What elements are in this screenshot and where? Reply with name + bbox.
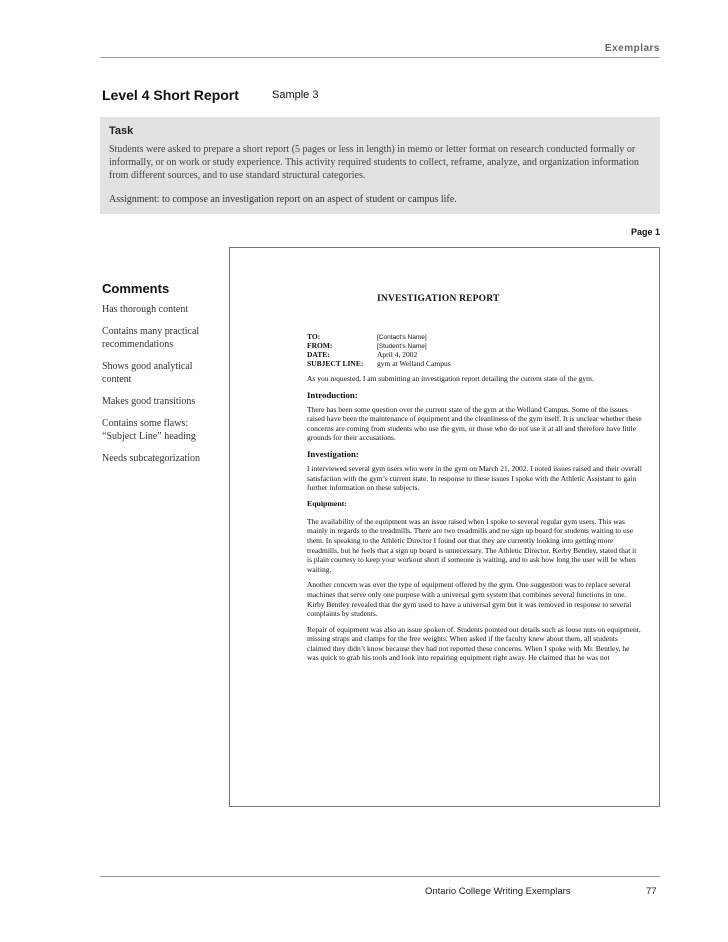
equipment-paragraph: Another concern was over the type of equipment offered by the gym. One suggestion was to replace several machines that serve only one purpose with a universal gym system that combines several functions in one. Kirby Bentley revealed that the gym used to have a universal gym but it was removed in response to several complaints by students. <box>307 580 632 619</box>
comment-item: Shows good analytical content <box>102 361 193 385</box>
investigation-heading: Investigation: <box>307 448 359 459</box>
student-document-image <box>229 247 660 807</box>
memo-from-label: FROM: <box>307 341 333 350</box>
investigation-paragraph: I interviewed several gym users who were in the gym on March 21, 2002. I noted issues raised and their overall satisfaction with the gym’s current state. In response to these issues I spoke with the Athletic Assistant to gain further information on these subjects. <box>307 463 642 493</box>
equipment-paragraph: The availability of the equipment was an issue raised when I spoke to several regular gym users. This was mainly in regards to the treadmills. There are two treadmills and no sign up board for students waiting to use them. In speaking to the Athletic Director I found out that they are currently looking into getting more treadmills, but he feels that a sign up board is unnecessary. The Athletic Director, Kerby Bentley, stated that it is plain courtesy to keep your workout short if someone is waiting, and to ask how long the user will be when waiting. <box>307 516 637 574</box>
opening-paragraph: As you requested, I am submitting an investigation report detailing the current state of the gym. <box>307 374 594 383</box>
equipment-paragraph: Repair of equipment was also an issue spoken of. Students pointed out details such as loose nuts on equipment, missing straps and clamps for the free weights. When asked if the faculty knew about them, all students claimed they didn’t know because they had not reported these concerns. When I spoke with Mr. Bentley, he was quick to grab his tools and look into repairing equipment right away. He claimed that he was not <box>307 624 641 663</box>
footer-rule <box>100 876 660 877</box>
task-heading: Task <box>109 125 134 137</box>
introduction-heading: Introduction: <box>307 389 358 400</box>
memo-header <box>307 332 607 368</box>
comments-heading: Comments <box>102 281 170 296</box>
memo-subject-label: SUBJECT LINE: <box>307 359 364 368</box>
task-assignment: Assignment: to compose an investigation report on an aspect of student or campus life. <box>109 194 457 205</box>
page-label: Page 1 <box>630 227 660 237</box>
comment-item: Makes good transitions <box>102 396 196 407</box>
memo-subject-value: gym at Welland Campus <box>377 359 451 368</box>
footer-page-number: 77 <box>646 886 657 897</box>
section-label: Exemplars <box>604 43 660 54</box>
memo-from-value: [Student's Name] <box>377 343 427 350</box>
comment-item: Has thorough content <box>102 304 189 315</box>
equipment-heading: Equipment: <box>307 498 347 508</box>
memo-date-label: DATE: <box>307 350 330 359</box>
introduction-paragraph: There has been some question over the current state of the gym at the Welland Campus. Some of the issues raised have been the maintenance of equipment and the cleanliness of the gym itself. It is unclear whether these concerns are coming from students who use the gym, or those who do not use it at all and therefore have little grounds for their accusations. <box>307 404 642 443</box>
document-body <box>307 374 642 669</box>
comment-item: Contains some flaws: “Subject Line” heading <box>102 418 196 442</box>
comment-item: Needs subcategorization <box>102 453 201 464</box>
memo-date-value: April 4, 2002 <box>377 350 418 359</box>
footer-text: Ontario College Writing Exemplars <box>425 886 571 897</box>
task-box <box>100 117 660 214</box>
header-rule <box>100 57 660 58</box>
memo-to-value: [Contact's Name] <box>377 334 427 341</box>
sample-label: Sample 3 <box>272 89 319 101</box>
memo-to-label: TO: <box>307 332 321 341</box>
document-title: INVESTIGATION REPORT <box>377 294 500 304</box>
comments-list <box>102 303 217 474</box>
page-title: Level 4 Short Report <box>102 87 239 103</box>
task-description: Students were asked to prepare a short report (5 pages or less in length) in memo or letter format on research conducted formally or informally, or on work or study experience. This activity required students to collect, reframe, analyze, and organization information from different sources, and to use standard structural categories. <box>109 144 639 181</box>
comment-item: Contains many practical recommendations <box>102 326 200 350</box>
